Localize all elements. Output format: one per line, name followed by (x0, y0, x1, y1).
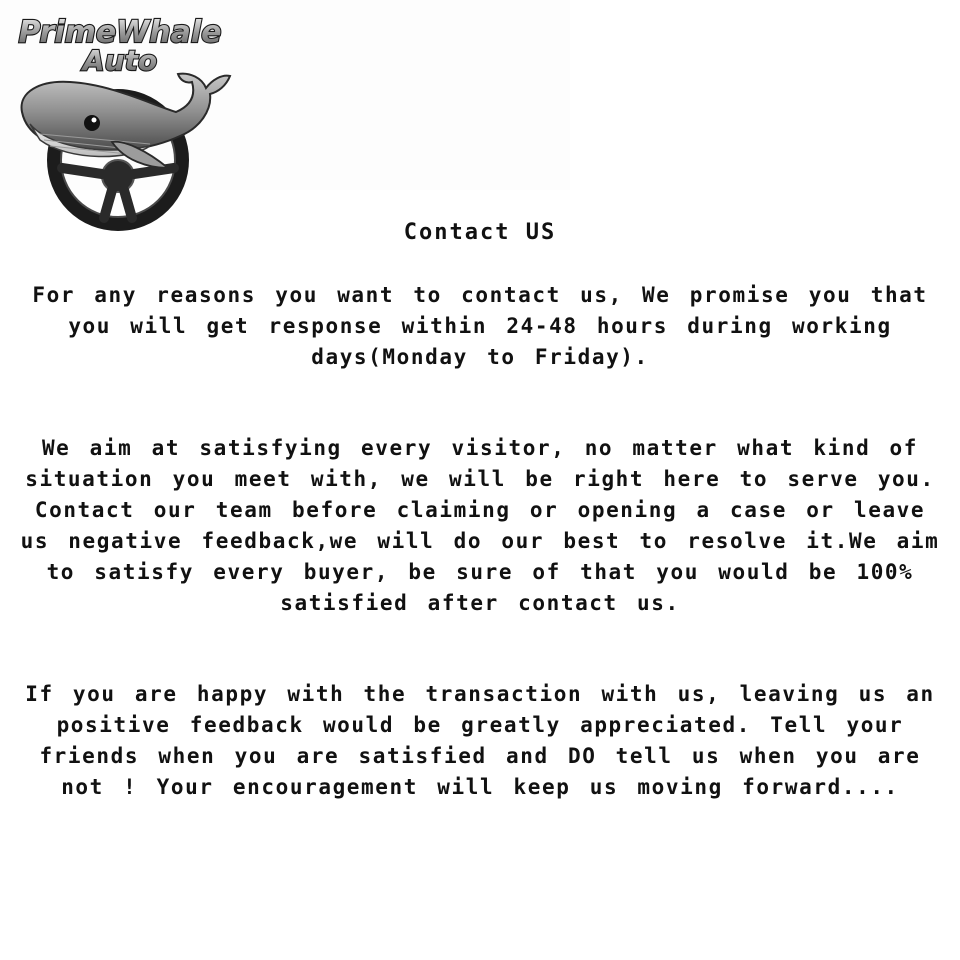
brand-line-2: Auto (82, 44, 158, 77)
satisfaction-paragraph: We aim at satisfying every visitor, no matter what kind of situation you meet with, we will be right here to serve you. Contact our team before claiming or opening a case or leave us negative feedback,we will do our best to resolve it.We aim to satisfy every buyer, be sure of that you would be 100% satisfied after contact us. (20, 436, 940, 615)
brand-line-1: PrimeWhale (18, 15, 222, 50)
page-title: Contact US (403, 220, 557, 245)
feedback-paragraph: If you are happy with the transaction with us, leaving us an positive feedback would be greatly appreciated. Tell your friends when you are satisfied and DO tell us when you are not ! Your encouragement will keep us moving forward.... (25, 682, 935, 799)
response-time-paragraph: For any reasons you want to contact us, We promise you that you will get response within 24-48 hours during working days(Monday to Friday). (32, 283, 928, 369)
